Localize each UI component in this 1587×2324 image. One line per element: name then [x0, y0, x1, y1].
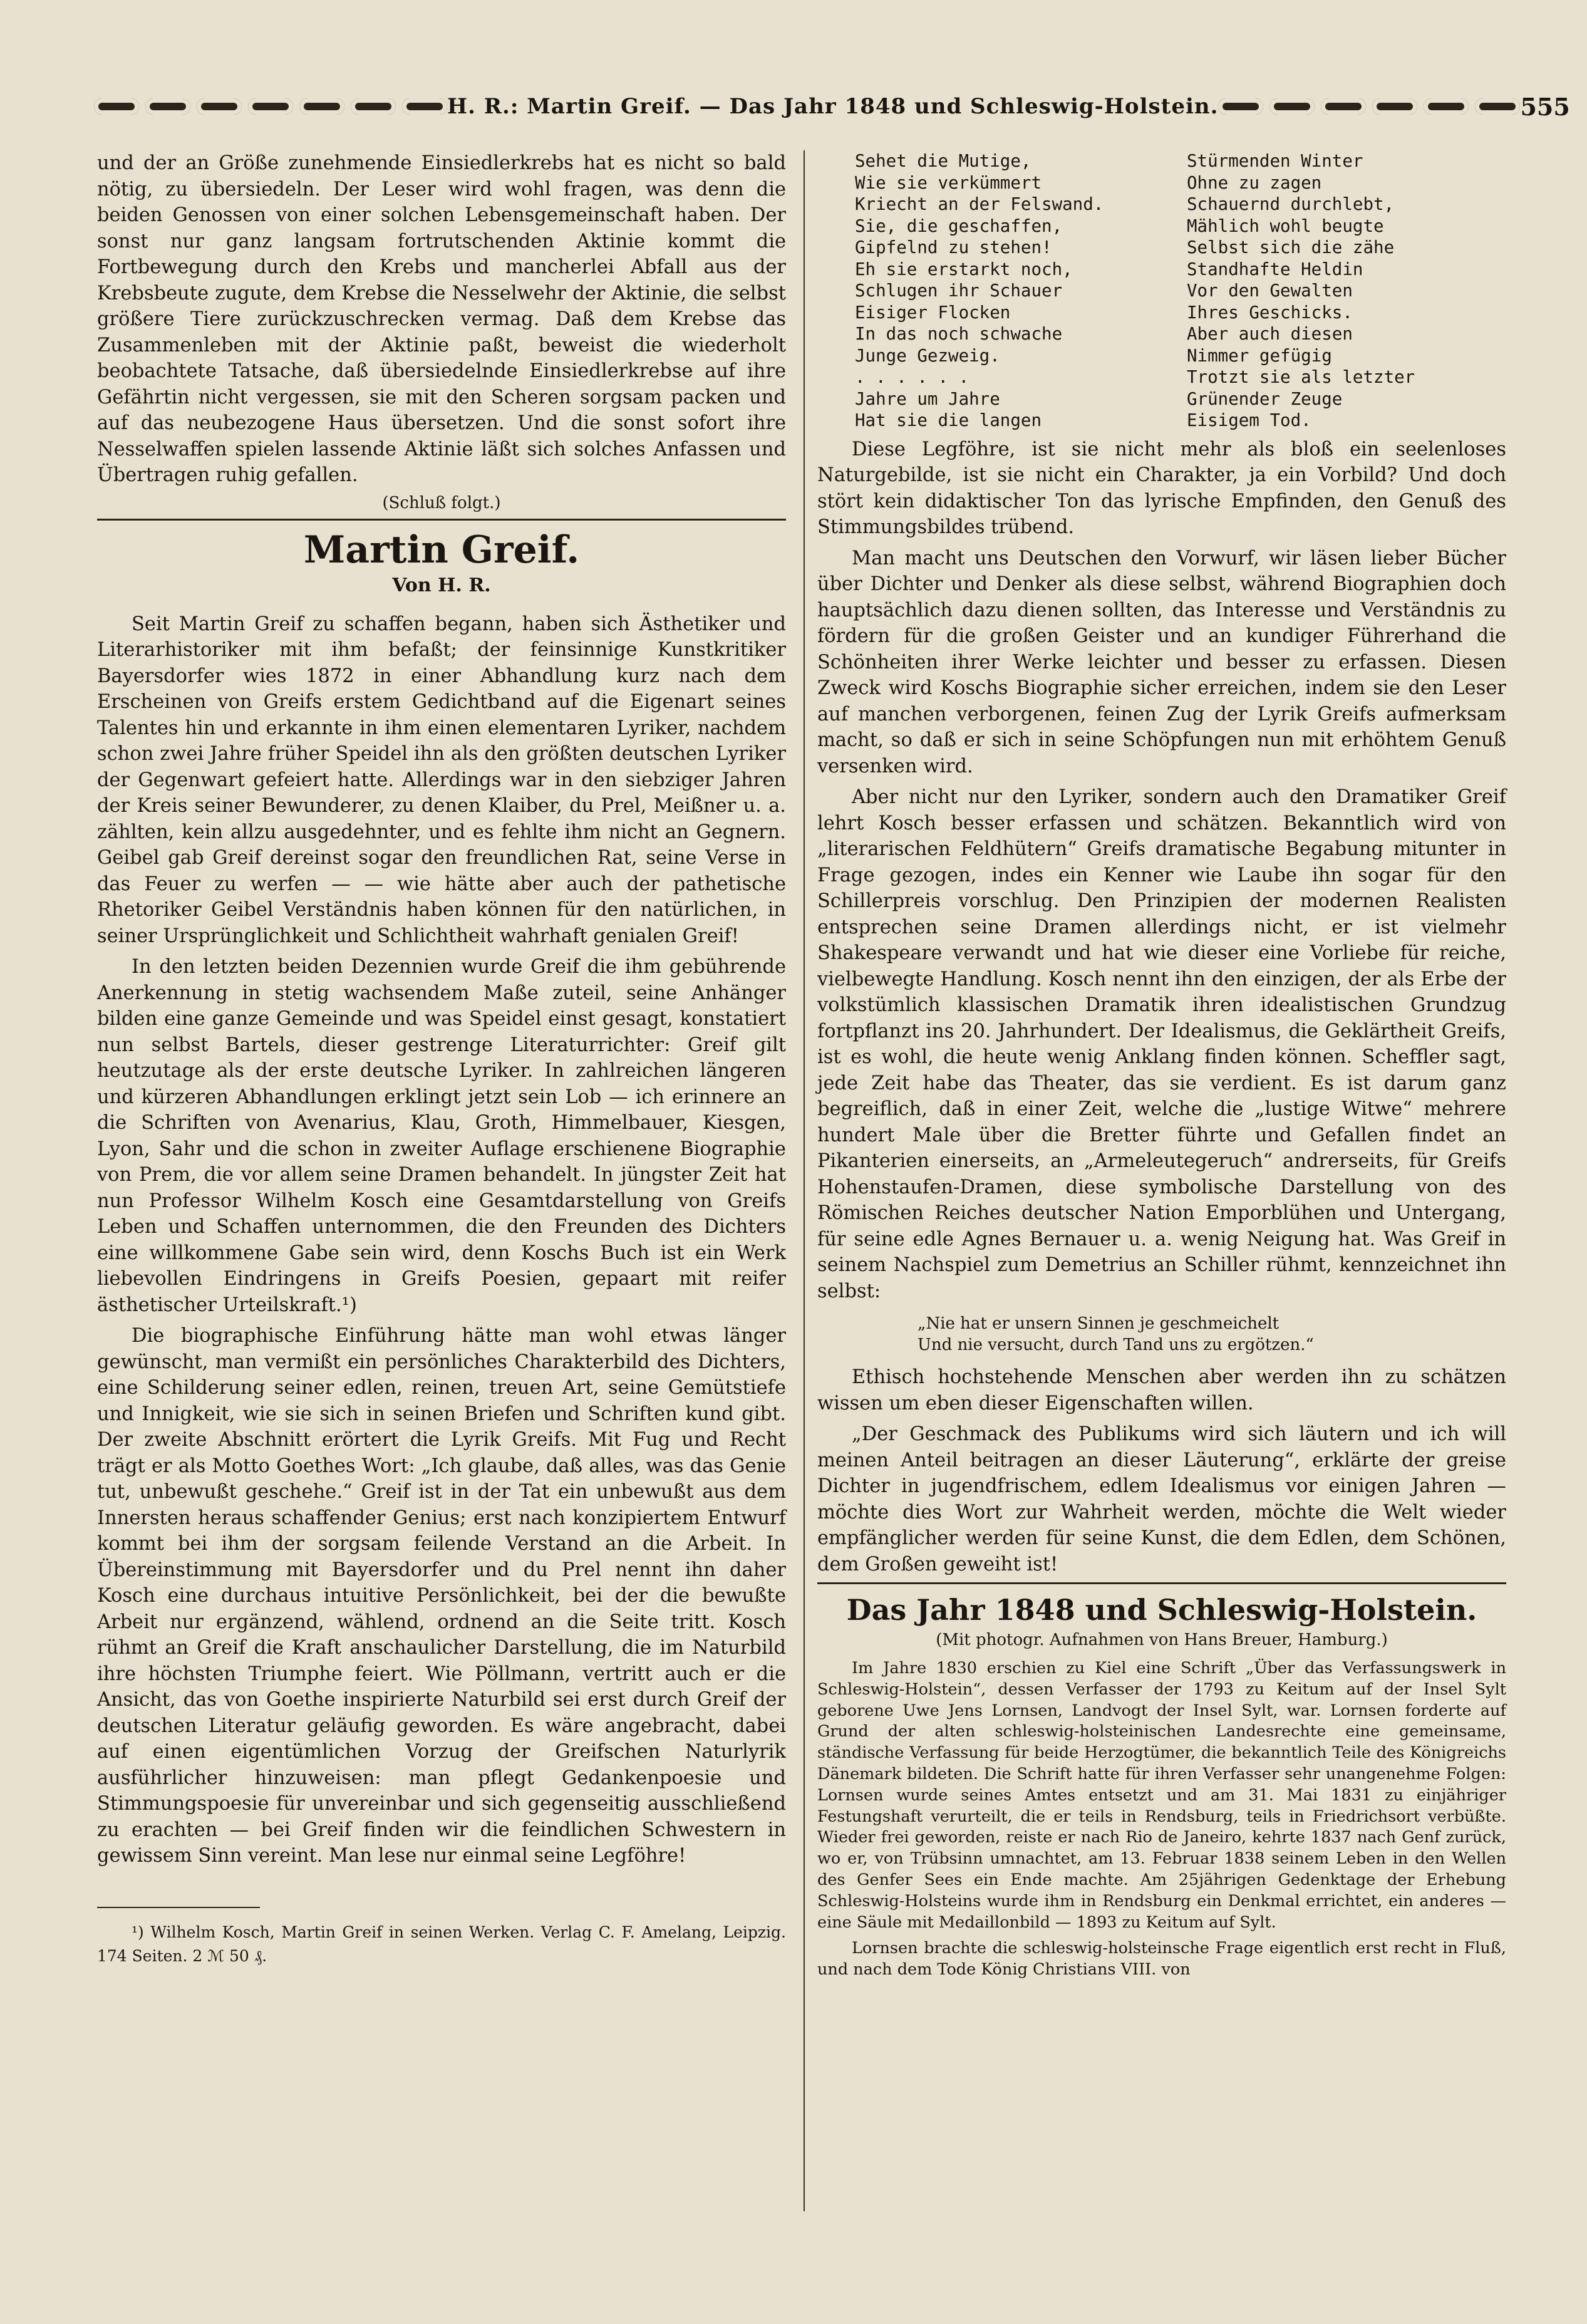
poem-line: Schlugen ihr Schauer	[855, 281, 1063, 301]
block-quote	[918, 1313, 1506, 1356]
paragraph: Seit Martin Greif zu schaffen begann, haben sich Ästhetiker und Literarhistoriker mit ihm befaßt; der feinsinnige Kunstkritiker Bayersdorfer wies 1872 in einer Abhandlung kurz nach dem Erscheinen von Greifs erstem Gedichtband auf die Eigenart seines Talentes hin und erkannte in ihm einen elementaren Lyriker, nachdem schon zwei Jahre früher Speidel ihn als den größten deutschen Lyriker der Gegenwart gefeiert hatte. Allerdings war in den siebziger Jahren der Kreis seiner Bewunderer, zu denen Klaiber, du Prel, Meißner u. a. zählten, kein allzu ausgedehnter, und es fehlte ihm nicht an Gegnern. Geibel gab Greif dereinst sogar den freundlichen Rat, seine Verse in das Feuer zu werfen — — wie hätte aber auch der pathetische Rhetoriker Geibel Verständnis haben können für den natürlichen, in seiner Ursprünglichkeit und Schlichtheit wahrhaft genialen Greif!	[97, 613, 786, 947]
byline: Von H. R.	[392, 574, 491, 596]
poem-column-right	[1187, 150, 1487, 432]
paragraph: Die biographische Einführung hätte man wohl etwas länger gewünscht, man vermißt ein persönliches Charakterbild des Dichters, eine Schilderung seiner edlen, reinen, treuen Art, seine Gemütstiefe und Innigkeit, wie sie sich in seinen Briefen und Schriften kund gibt. Der zweite Abschnitt erörtert die Lyrik Greifs. Mit Fug und Recht trägt er als Motto Goethes Wort: „Ich glaube, daß alles, was das Genie tut, unbewußt geschehe.“ Greif ist in der Tat ein unbewußt aus dem Innersten heraus schaffender Genius; erst nach konzipiertem Entwurf kommt bei ihm der sorgsam feilende Verstand an die Arbeit. In Übereinstimmung mit Bayersdorfer und du Prel nennt ihn daher Kosch eine durchaus intuitive Persönlichkeit, bei der die bewußte Arbeit nur ergänzend, wählend, ordnend an die Seite tritt. Kosch rühmt an Greif die Kraft anschaulicher Darstellung, die im Naturbild ihre höchsten Triumphe feiert. Wie Pöllmann, vertritt auch er die Ansicht, das von Goethe inspirierte Naturbild sei erst durch Greif der deutschen Literatur geläufig geworden. Es wäre angebracht, dabei auf einen eigentümlichen Vorzug der Greifschen Naturlyrik ausführlicher hinzuweisen: man pflegt Gedankenpoesie und Stimmungspoesie für unvereinbar und sich gegenseitig ausschließend zu erachten — bei Greif finden wir die feindlichen Schwestern in gewissem Sinn vereint. Man lese nur einmal seine Legföhre!	[97, 1325, 786, 1867]
poem-line: . . . . . .	[855, 367, 969, 387]
poem-line: Kriecht an der Felswand.	[855, 194, 1104, 214]
column-divider	[804, 150, 805, 2211]
paragraph: In den letzten beiden Dezennien wurde Greif die ihm gebührende Anerkennung in stetig wachsendem Maße zuteil, seine Anhänger bilden eine ganze Gemeinde und was Speidel einst gesagt, konstatiert nun selbst Bartels, dieser gestrenge Literaturrichter: Greif gilt heutzutage als der erste deutsche Lyriker. In zahlreichen längeren und kürzeren Abhandlungen erklingt jetzt sein Lob — ich erinnere an die Schriften von Avenarius, Klau, Groth, Himmelbauer, Kiesgen, Lyon, Sahr und die schon in zweiter Auflage erschienene Biographie von Prem, die vor allem seine Dramen behandelt. In jüngster Zeit hat nun Professor Wilhelm Kosch eine Gesamtdarstellung von Greifs Leben und Schaffen unternommen, die den Freunden des Dichters eine willkommene Gabe sein wird, denn Koschs Buch ist ein Werk liebevollen Eindringens in Greifs Poesien, gepaart mit reifer ästhetischer Urteilskraft.¹)	[97, 956, 786, 1316]
quote-line: „Nie hat er unsern Sinnen je geschmeichelt	[918, 1314, 1279, 1333]
poem-line: Eh sie erstarkt noch,	[855, 259, 1073, 279]
left-column	[97, 150, 786, 2218]
paragraph: Im Jahre 1830 erschien zu Kiel eine Schrift „Über das Verfassungswerk in Schleswig-Holstein“, dessen Verfasser der 1793 zu Keitum auf der Insel Sylt geborene Uwe Jens Lornsen, Landvogt der Insel Sylt, war. Lornsen forderte auf Grund der alten schleswig-holsteinischen Landesrechte eine gemeinsame, ständische Verfassung für beide Herzogtümer, die bekanntlich Teile des Königreichs Dänemark bildeten. Die Schrift hatte für ihren Verfasser sehr unangenehme Folgen: Lornsen wurde seines Amtes entsetzt und am 31. Mai 1831 zu einjähriger Festungshaft verurteilt, die er teils in Rendsburg, teils in Friedrichsort verbüßte. Wieder frei geworden, reiste er nach Rio de Janeiro, kehrte 1837 nach Genf zurück, wo er, von Trübsinn umnachtet, am 13. Februar 1838 seinem Leben in den Wellen des Genfer Sees ein Ende machte. Am 25jährigen Gedenktage der Erhebung Schleswig-Holsteins wurde ihm in Rendsburg ein Denkmal errichtet, ein anderes — eine Säule mit Medaillonbild — 1893 zu Keitum auf Sylt.	[817, 1659, 1506, 1932]
ornament-right	[1218, 98, 1520, 115]
article2-title: Das Jahr 1848 und Schleswig-Holstein.	[846, 1593, 1477, 1627]
poem-line: Wie sie verkümmert	[855, 172, 1042, 193]
poem-line: Sie, die geschaffen,	[855, 215, 1063, 236]
footnote-rule	[97, 1907, 260, 1908]
poem-line: Stürmenden Winter	[1187, 151, 1363, 171]
article-separator	[817, 1582, 1506, 1584]
poem-line: Aber auch diesen	[1187, 324, 1353, 344]
poem-line: Selbst sich die zähe	[1187, 237, 1395, 257]
previous-article-paragraph: und der an Größe zunehmende Einsiedlerkrebs hat es nicht so bald nötig, zu übersiedeln. Der Leser wird wohl fragen, was denn die beiden Genossen von einer solchen Lebensgemeinschaft haben. Der sonst nur ganz langsam fortrutschenden Aktinie kommt die Fortbewegung durch den Krebs und mancherlei Abfall aus der Krebsbeute zugute, dem Krebse die Nesselwehr der Aktinie, die selbst größere Tiere zurückzuschrecken vermag. Daß dem Krebse das Zusammenleben mit der Aktinie paßt, beweist die wiederholt beobachtete Tatsache, daß übersiedelnde Einsiedlerkrebse auf ihre Gefährtin nicht vergessen, sie mit den Scheren sorgsam packen und auf das neubezogene Haus übersetzen. Und die sonst sofort ihre Nesselwaffen spielen lassende Aktinie läßt sich solches Anfassen und Übertragen ruhig gefallen.	[97, 152, 786, 486]
article-title: Martin Greif.	[303, 527, 580, 572]
poem-column-left	[855, 150, 1155, 432]
poem-line: Hat sie die langen	[855, 410, 1042, 430]
poem-line: Gipfelnd zu stehen!	[855, 237, 1052, 257]
article-separator	[97, 519, 786, 521]
paragraph: Man macht uns Deutschen den Vorwurf, wir läsen lieber Bücher über Dichter und Denker als diese selbst, während Biographien doch hauptsächlich dazu dienen sollten, das Interesse und Verständnis zu fördern für die großen Geister und an kundiger Führerhand die Schönheiten ihrer Werke leichter und besser zu erfassen. Diesen Zweck wird Koschs Biographie sicher erreichen, indem sie den Leser auf manchen verborgenen, feinen Zug der Lyrik Greifs aufmerksam macht, so daß er sich in seine Schöpfungen nun mit erhöhtem Genuß versenken wird.	[817, 547, 1506, 777]
page-number: 555	[1520, 92, 1570, 121]
paragraph: Aber nicht nur den Lyriker, sondern auch den Dramatiker Greif lehrt Kosch besser erfassen und schätzen. Bekanntlich wird von „literarischen Feldhütern“ Greifs dramatische Begabung mitunter in Frage gezogen, indes ein Kenner wie Laube ihn sogar für den Schillerpreis vorschlug. Den Prinzipien der modernen Realisten entsprechen seine Dramen allerdings nicht, er ist vielmehr Shakespeare verwandt und hat wie dieser eine Vorliebe für reiche, vielbewegte Handlung. Kosch nennt ihn den einzigen, der als Erbe der volkstümlich klassischen Dramatik ihren idealistischen Grundzug fortpflanzt ins 20. Jahrhundert. Der Idealismus, die Geklärtheit Greifs, ist es wohl, die heute wenig Anklang finden können. Scheffler sagt, jede Zeit habe das Theater, das sie verdient. Es ist darum ganz begreiflich, daß in einer Zeit, welche die „lustige Witwe“ mehrere hundert Male über die Bretter führte und Gefallen findet an Pikanterien einerseits, an „Armeleutegeruch“ andrerseits, für Greifs Hohenstaufen-Dramen, diese symbolische Darstellung von des Römischen Reiches deutscher Nation Emporblühen und Untergang, für seine edle Agnes Bernauer u. a. wenig Neigung hat. Was Greif in seinem Nachspiel zum Demetrius an Schiller rühmt, kennzeichnet ihn selbst:	[817, 786, 1506, 1302]
paragraph: Diese Legföhre, ist sie nicht mehr als bloß ein seelenloses Naturgebilde, ist sie nicht ein Charakter, ja ein Vorbild? Und doch stört kein didaktischer Ton das lyrische Empfinden, den Genuß des Stimmungsbildes trübend.	[817, 438, 1506, 538]
poem	[817, 150, 1506, 432]
continued-note: (Schluß folgt.)	[382, 493, 501, 512]
poem-line: Nimmer gefügig	[1187, 345, 1332, 366]
article2-body	[817, 1658, 1506, 1981]
poem-line: Mählich wohl beugte	[1187, 215, 1384, 236]
poem-line: Eisigem Tod.	[1187, 410, 1311, 430]
poem-line: In das noch schwache	[855, 324, 1063, 344]
poem-line: Eisiger Flocken	[855, 302, 1011, 323]
poem-line: Grünender Zeuge	[1187, 388, 1343, 409]
poem-line: Ohne zu zagen	[1187, 172, 1322, 193]
article2-subtitle: (Mit photogr. Aufnahmen von Hans Breuer, Hamburg.)	[936, 1631, 1388, 1649]
poem-line: Vor den Gewalten	[1187, 281, 1353, 301]
right-column	[817, 150, 1506, 2186]
quote-line: Und nie versucht, durch Tand uns zu ergötzen.“	[918, 1336, 1314, 1354]
poem-line: Schauernd durchlebt,	[1187, 194, 1395, 214]
ornament-left	[94, 98, 447, 115]
poem-line: Trotzt sie als letzter	[1187, 367, 1415, 387]
running-head-title: H. R.: Martin Greif. — Das Jahr 1848 und Schleswig-Holstein.	[447, 94, 1219, 119]
poem-line: Junge Gezweig.	[855, 345, 1000, 366]
paragraph: Lornsen brachte die schleswig-holsteinsche Frage eigentlich erst recht in Fluß, und nach dem Tode König Christians VIII. von	[817, 1939, 1506, 1979]
poem-line: Sehet die Mutige,	[855, 151, 1031, 171]
running-head	[94, 88, 1570, 125]
poem-line: Ihres Geschicks.	[1187, 302, 1353, 323]
paragraph: Ethisch hochstehende Menschen aber werden ihn zu schätzen wissen um eben dieser Eigenschaften willen.	[817, 1366, 1506, 1414]
poem-line: Standhafte Heldin	[1187, 259, 1363, 279]
footnote: ¹) Wilhelm Kosch, Martin Greif in seinen Werken. Verlag C. F. Amelang, Leipzig. 174 Seiten. 2 ℳ 50 ₰.	[97, 1922, 786, 1965]
paragraph: „Der Geschmack des Publikums wird sich läutern und ich will meinen Anteil beitragen an dieser Läuterung“, erklärte der greise Dichter in jugendfrischem, edlem Idealismus vor einigen Jahren — möchte dies Wort zur Wahrheit werden, möchte die Welt wieder empfänglicher werden für seine Kunst, die dem Edlen, dem Schönen, dem Großen geweiht ist!	[817, 1423, 1506, 1575]
poem-line: Jahre um Jahre	[855, 388, 1000, 409]
